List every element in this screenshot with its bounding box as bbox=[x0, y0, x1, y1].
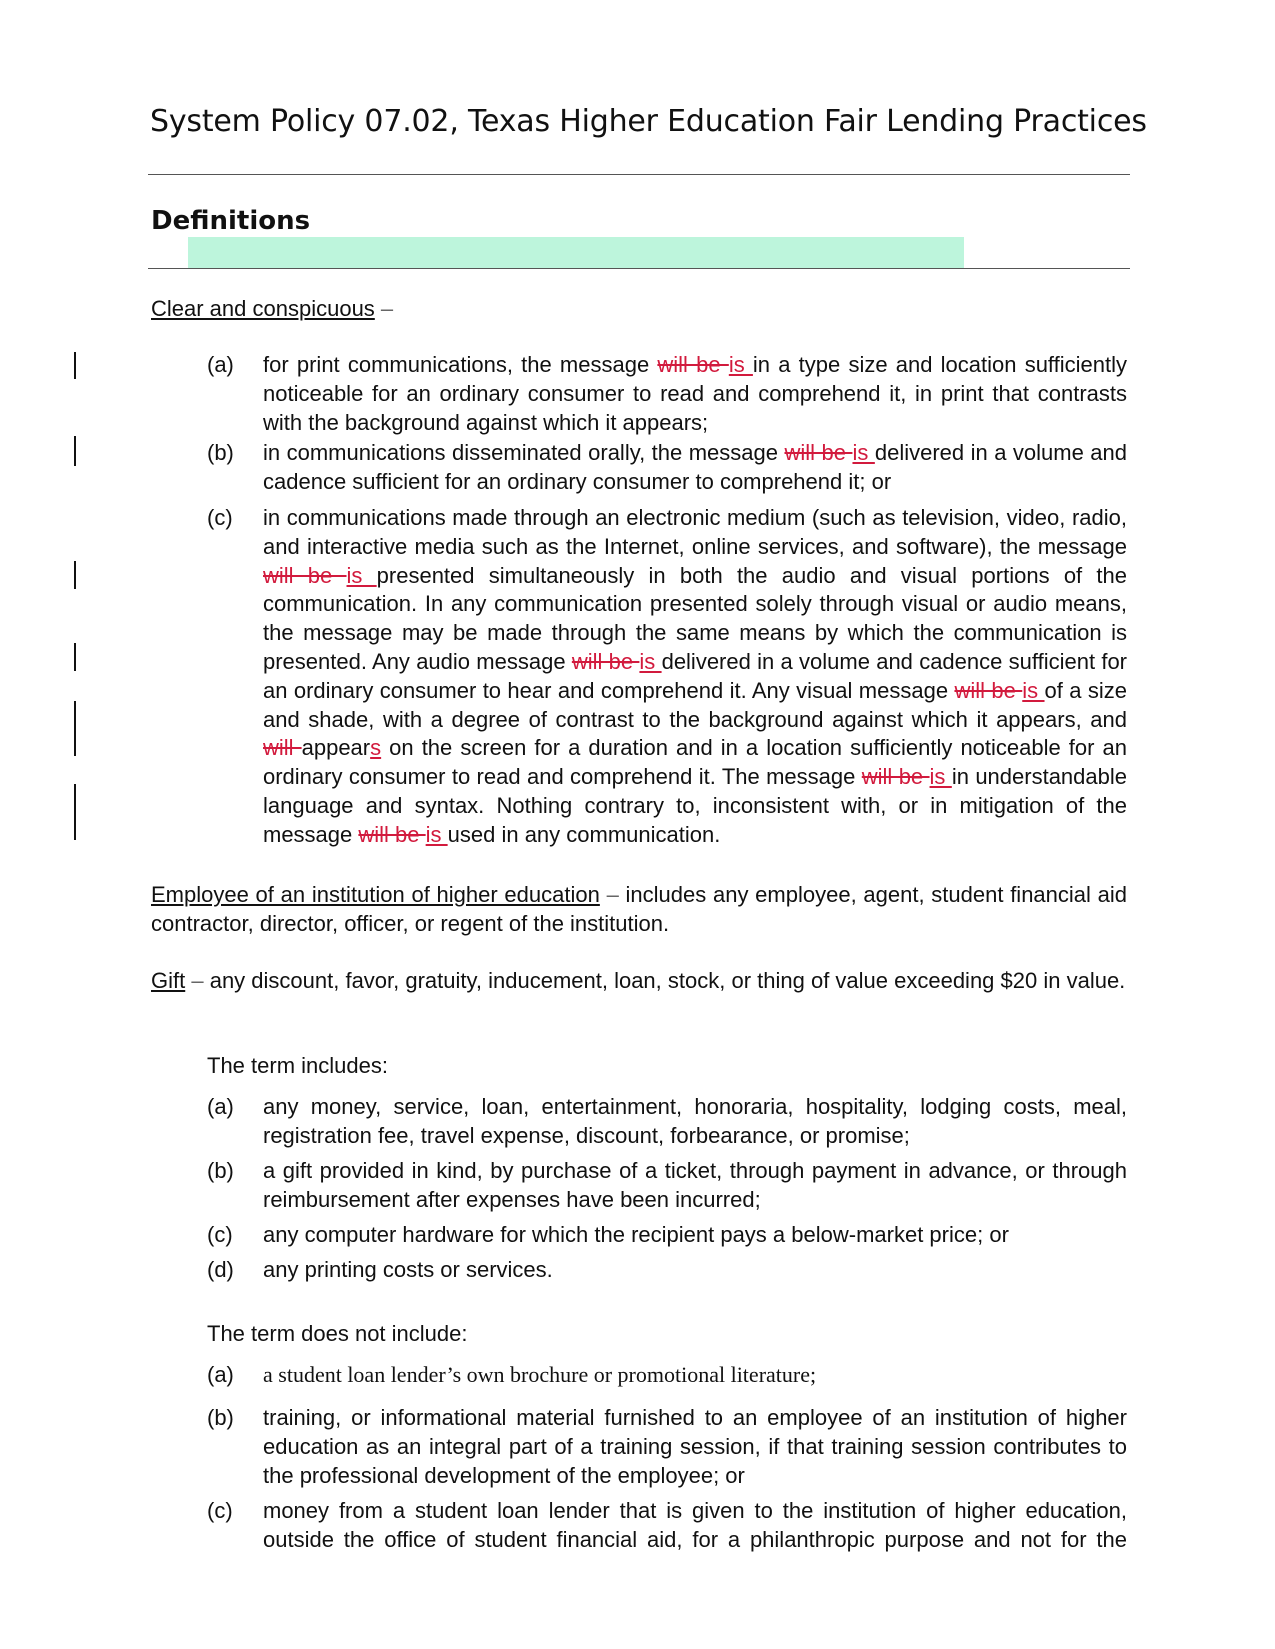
term-gift: Gift bbox=[151, 968, 186, 993]
definition-gift bbox=[151, 967, 1127, 996]
text-run: delivered in a volume and cadence sufficient for an ordinary consumer to hear and comprehend it. Any visual message bbox=[263, 648, 1127, 703]
list-item bbox=[207, 504, 1127, 850]
definition-text: any discount, favor, gratuity, inducement, loan, stock, or thing of value exceeding $20 in value. bbox=[209, 968, 1126, 993]
section-divider bbox=[148, 268, 1130, 269]
list-item bbox=[207, 1093, 1127, 1151]
list-label: (a) bbox=[207, 1094, 234, 1119]
term-employee: Employee of an institution of higher education bbox=[151, 882, 600, 907]
list-label: (c) bbox=[207, 1222, 233, 1247]
list-label: (a) bbox=[207, 1362, 234, 1387]
inserted-text: is bbox=[346, 562, 377, 588]
list-text: money from a student loan lender that is given to the institution of higher education, outside the office of student financial aid, for a philanthropic purpose and not for the bbox=[263, 1498, 1127, 1552]
deleted-text: will be bbox=[263, 562, 347, 588]
list-text: any printing costs or services. bbox=[263, 1257, 553, 1282]
includes-intro: The term includes: bbox=[207, 1053, 388, 1078]
list-text: any money, service, loan, entertainment, honoraria, hospitality, lodging costs, meal, registration fee, travel expense, discount, forbearance, or promise; bbox=[263, 1094, 1127, 1148]
list-label: (a) bbox=[207, 352, 234, 377]
deleted-text: will be bbox=[657, 352, 729, 377]
text-run: presented simultaneously in both the audio and visual portions of the communication. In any communication presented solely through visual or audio means, the message may be made through the same means by which the communication is presented. Any audio message bbox=[263, 562, 1127, 674]
term-dash: – bbox=[599, 882, 626, 907]
list-item bbox=[207, 439, 1127, 497]
list-text: a gift provided in kind, by purchase of a ticket, through payment in advance, or through reimbursement after expenses have been incurred; bbox=[263, 1158, 1127, 1212]
list-item bbox=[207, 1404, 1127, 1490]
inserted-text: is bbox=[929, 764, 952, 790]
list-item bbox=[207, 1157, 1127, 1215]
list-text bbox=[263, 351, 1127, 437]
list-label: (d) bbox=[207, 1257, 234, 1282]
text-run: delivered in a volume and cadence sufficient for an ordinary consumer to comprehend it; or bbox=[263, 440, 1128, 494]
highlight-band bbox=[188, 237, 964, 268]
inserted-text: is bbox=[852, 440, 875, 465]
deleted-text: will be bbox=[571, 648, 640, 674]
list-text: any computer hardware for which the recipient pays a below-market price; or bbox=[263, 1222, 1009, 1247]
inserted-text: is bbox=[639, 648, 662, 674]
list-label: (c) bbox=[207, 505, 233, 530]
list-label: (b) bbox=[207, 1405, 234, 1430]
change-bar bbox=[74, 643, 76, 671]
title-divider bbox=[148, 174, 1130, 175]
change-bar bbox=[74, 561, 76, 589]
definition-clear-conspicuous bbox=[151, 295, 1127, 324]
text-run: in communications disseminated orally, the message bbox=[263, 440, 785, 465]
list-label: (b) bbox=[207, 440, 234, 465]
inserted-text: is bbox=[728, 352, 753, 377]
page-title: System Policy 07.02, Texas Higher Education Fair Lending Practices bbox=[150, 104, 1147, 139]
section-heading: Definitions bbox=[151, 206, 311, 236]
definition-employee bbox=[151, 881, 1127, 939]
list-item bbox=[207, 1497, 1127, 1555]
deleted-text: will be bbox=[954, 677, 1023, 703]
change-bar bbox=[74, 784, 76, 840]
list-item bbox=[207, 351, 1127, 437]
deleted-text: will bbox=[263, 735, 302, 761]
text-run: on the screen for a duration and in a location sufficiently noticeable for an ordinary consumer to read and comprehend it. The message bbox=[263, 735, 1127, 790]
list-text bbox=[263, 439, 1127, 497]
text-run: in understandable language and syntax. Nothing contrary to, inconsistent with, or in mitigation of the message bbox=[263, 764, 1127, 847]
list-label: (c) bbox=[207, 1498, 233, 1523]
list-item bbox=[207, 1256, 1127, 1285]
text-run: in communications made through an electronic medium (such as television, video, radio, and interactive media such as the Internet, online services, and software), the message bbox=[263, 505, 1127, 559]
deleted-text: will be bbox=[358, 821, 426, 847]
change-bar bbox=[74, 352, 76, 379]
text-run: for print communications, the message bbox=[263, 352, 658, 377]
list-label: (b) bbox=[207, 1158, 234, 1183]
change-bar bbox=[74, 701, 76, 756]
list-item bbox=[207, 1221, 1127, 1250]
deleted-text: will be bbox=[861, 764, 930, 790]
excludes-intro: The term does not include: bbox=[207, 1321, 468, 1346]
text-run: appear bbox=[301, 735, 371, 761]
inserted-text: s bbox=[370, 735, 382, 761]
text-run: of a size and shade, with a degree of contrast to the background against which it appears, and bbox=[263, 677, 1128, 732]
list-item bbox=[207, 1361, 1127, 1390]
term-dash: – bbox=[185, 968, 210, 993]
list-text: a student loan lender’s own brochure or promotional literature; bbox=[263, 1362, 817, 1387]
change-bar bbox=[74, 436, 76, 466]
inserted-text: is bbox=[425, 821, 448, 847]
term-clear-conspicuous: Clear and conspicuous bbox=[151, 296, 375, 321]
list-text bbox=[263, 504, 1127, 850]
text-run: in a type size and location sufficiently noticeable for an ordinary consumer to read and comprehend it, in print that contrasts with the background against which it appears; bbox=[263, 352, 1128, 435]
definition-text: includes any employee, agent, student financial aid contractor, director, officer, or regent of the institution. bbox=[151, 882, 1127, 936]
term-dash: – bbox=[374, 296, 394, 321]
deleted-text: will be bbox=[784, 440, 853, 465]
text-run: used in any communication. bbox=[447, 821, 721, 847]
inserted-text: is bbox=[1022, 677, 1045, 703]
list-text: training, or informational material furnished to an employee of an institution of higher education as an integral part of a training session, if that training session contributes to the professional development of the employee; or bbox=[263, 1405, 1127, 1488]
